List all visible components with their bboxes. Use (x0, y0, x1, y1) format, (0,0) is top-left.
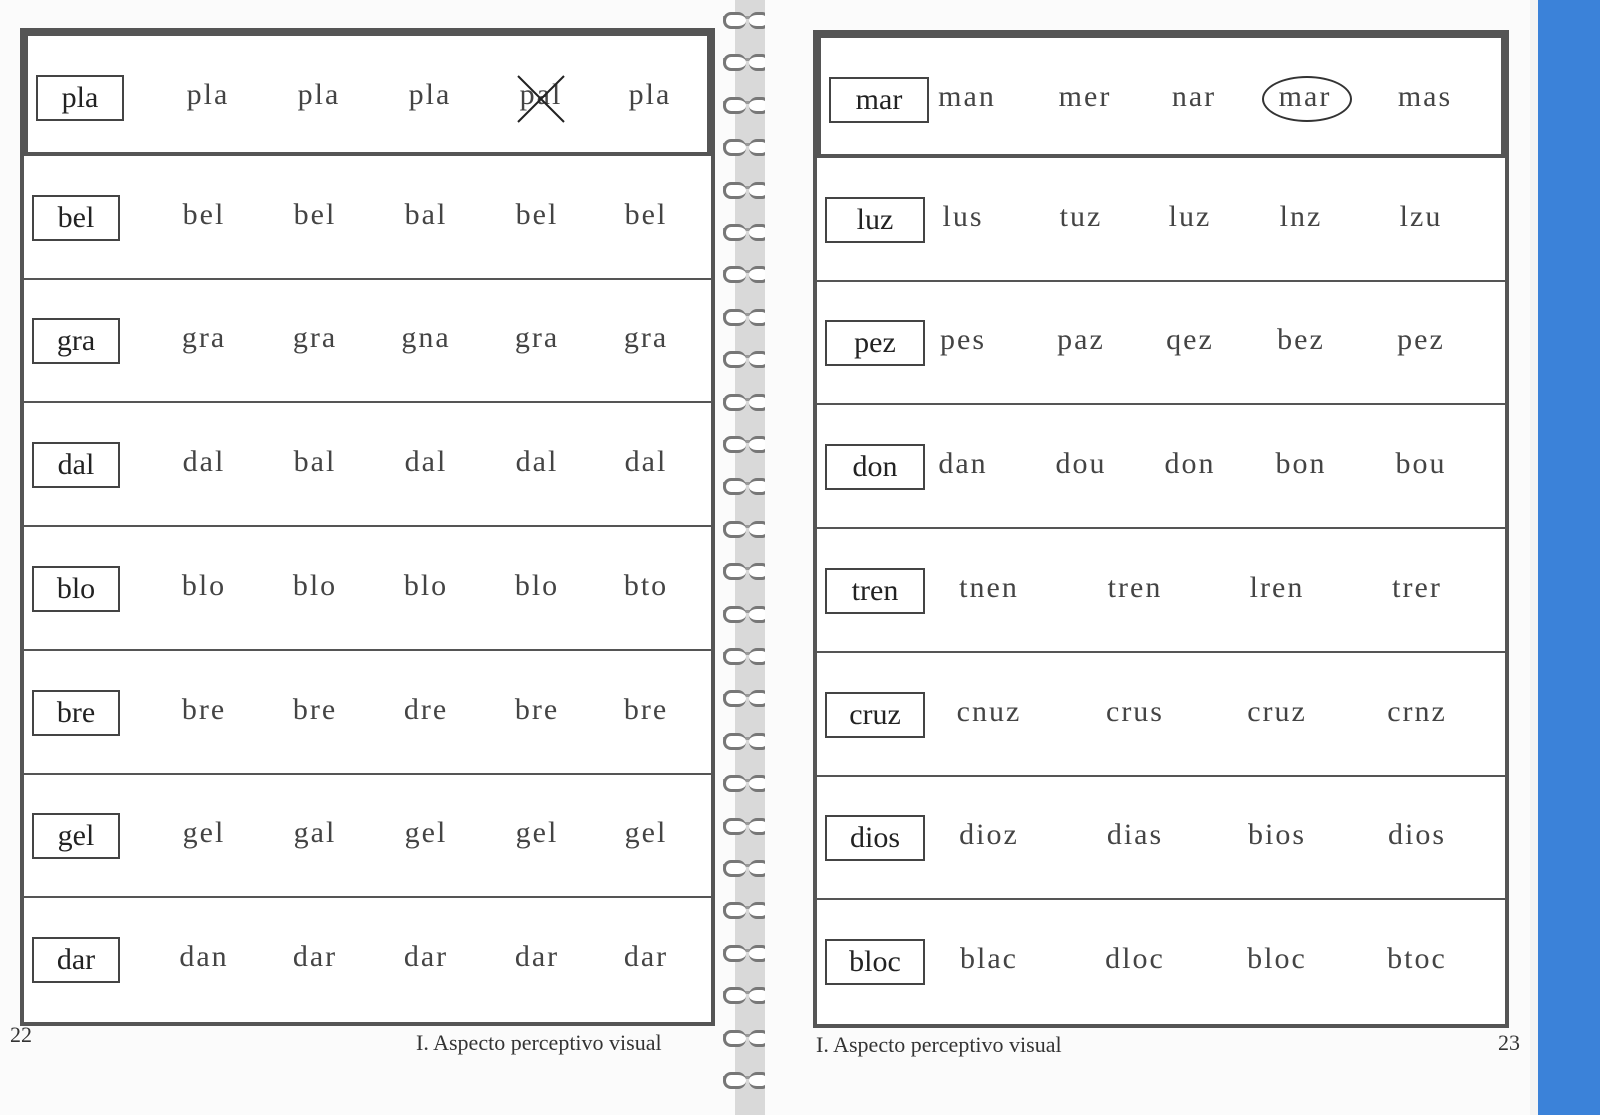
exercise-row (24, 280, 711, 404)
option-syllable[interactable]: bal (293, 445, 337, 479)
option-syllable[interactable]: lus (942, 199, 984, 233)
target-syllable: gra (32, 318, 120, 364)
option-syllable[interactable]: crnz (1387, 694, 1447, 728)
option-syllable[interactable]: cruz (1247, 694, 1307, 728)
option-syllable[interactable]: bel (182, 197, 226, 231)
option-syllable[interactable]: bre (514, 692, 560, 726)
spiral-binding (735, 0, 765, 1115)
target-syllable: don (825, 444, 925, 490)
exercise-row (817, 282, 1505, 406)
left-exercise-sheet (20, 28, 715, 1026)
option-syllable[interactable]: bal (404, 197, 448, 231)
option-syllable[interactable]: mar (1250, 80, 1360, 114)
option-syllable[interactable]: bel (515, 197, 559, 231)
option-syllable[interactable]: dar (623, 940, 669, 974)
exercise-row (24, 32, 711, 156)
option-syllable[interactable]: trer (1392, 570, 1442, 604)
right-footer: I. Aspecto perceptivo visual (816, 1032, 1062, 1057)
option-syllable[interactable]: pal (486, 78, 596, 112)
cross-mark-icon (514, 72, 568, 126)
option-syllable[interactable]: blo (403, 568, 449, 602)
target-syllable: dal (32, 442, 120, 488)
exercise-row (817, 529, 1505, 653)
option-syllable[interactable]: gna (401, 321, 451, 355)
exercise-row (24, 527, 711, 651)
option-syllable[interactable]: cnuz (956, 694, 1022, 728)
option-syllable[interactable]: tuz (1059, 199, 1103, 233)
option-syllable[interactable]: dloc (1105, 942, 1165, 976)
target-syllable: cruz (825, 692, 925, 738)
option-syllable[interactable]: tnen (959, 570, 1019, 604)
target-syllable: luz (825, 197, 925, 243)
option-syllable[interactable]: dou (1055, 447, 1107, 481)
option-syllable[interactable]: pla (628, 77, 672, 111)
option-syllable[interactable]: btoc (1387, 942, 1447, 976)
option-syllable[interactable]: paz (1057, 323, 1105, 357)
exercise-row (817, 34, 1505, 158)
option-syllable[interactable]: dre (403, 692, 449, 726)
cover-edge (1538, 0, 1600, 1115)
option-syllable[interactable]: gel (624, 816, 668, 850)
target-syllable: dios (825, 815, 925, 861)
option-syllable[interactable]: gal (293, 816, 337, 850)
option-syllable[interactable]: gel (515, 816, 559, 850)
exercise-row (24, 775, 711, 899)
exercise-row (817, 158, 1505, 282)
option-syllable[interactable]: lren (1249, 570, 1305, 604)
option-syllable[interactable]: bre (181, 692, 227, 726)
option-syllable[interactable]: qez (1166, 323, 1214, 357)
exercise-row (24, 156, 711, 280)
option-syllable[interactable]: dal (624, 445, 668, 479)
right-page-number: 23 (1498, 1030, 1520, 1055)
target-syllable: blo (32, 566, 120, 612)
option-syllable[interactable]: bloc (1247, 942, 1307, 976)
option-syllable[interactable]: dar (514, 940, 560, 974)
option-syllable[interactable]: dioz (959, 818, 1019, 852)
option-syllable[interactable]: mer (1058, 79, 1112, 113)
exercise-row (817, 900, 1505, 1024)
option-syllable[interactable]: gra (623, 321, 669, 355)
target-syllable: gel (32, 813, 120, 859)
option-syllable[interactable]: don (1164, 447, 1216, 481)
option-syllable[interactable]: man (938, 79, 996, 113)
option-syllable[interactable]: lnz (1279, 199, 1323, 233)
option-syllable[interactable]: dal (182, 445, 226, 479)
option-syllable[interactable]: dan (938, 447, 988, 481)
option-syllable[interactable]: mas (1397, 79, 1453, 113)
option-syllable[interactable]: bou (1395, 447, 1447, 481)
option-syllable[interactable]: bel (624, 197, 668, 231)
option-syllable[interactable]: bre (623, 692, 669, 726)
left-footer: I. Aspecto perceptivo visual (416, 1030, 662, 1055)
left-page-number: 22 (10, 1022, 32, 1047)
option-syllable[interactable]: gel (182, 816, 226, 850)
option-syllable[interactable]: bez (1277, 323, 1325, 357)
option-syllable[interactable]: dar (292, 940, 338, 974)
option-syllable[interactable]: blac (960, 942, 1018, 976)
option-syllable[interactable]: blo (292, 568, 338, 602)
exercise-row (24, 651, 711, 775)
option-syllable[interactable]: bon (1275, 447, 1327, 481)
exercise-row (817, 777, 1505, 901)
target-syllable: bre (32, 690, 120, 736)
target-syllable: bloc (825, 939, 925, 985)
option-syllable[interactable]: luz (1168, 199, 1212, 233)
option-syllable[interactable]: dar (403, 940, 449, 974)
option-syllable[interactable]: dal (404, 445, 448, 479)
target-syllable: bel (32, 195, 120, 241)
option-syllable[interactable]: pla (297, 77, 341, 111)
option-syllable[interactable]: blo (514, 568, 560, 602)
option-syllable[interactable]: dias (1106, 818, 1164, 852)
option-syllable[interactable]: blo (181, 568, 227, 602)
option-syllable[interactable]: bel (293, 197, 337, 231)
option-syllable[interactable]: pla (408, 77, 452, 111)
option-syllable[interactable]: gra (514, 321, 560, 355)
option-syllable[interactable]: dal (515, 445, 559, 479)
option-syllable[interactable]: lzu (1399, 199, 1443, 233)
option-syllable[interactable]: dan (179, 940, 229, 974)
option-syllable[interactable]: tren (1107, 570, 1163, 604)
exercise-row (24, 898, 711, 1022)
option-syllable[interactable]: bios (1247, 818, 1306, 852)
exercise-row (817, 653, 1505, 777)
circle-mark-icon (1262, 76, 1352, 122)
option-syllable[interactable]: gra (181, 321, 227, 355)
target-syllable: tren (825, 568, 925, 614)
exercise-row (24, 403, 711, 527)
option-syllable[interactable]: gel (404, 816, 448, 850)
right-page (765, 0, 1530, 1115)
target-syllable: mar (829, 77, 929, 123)
option-syllable[interactable]: nar (1171, 79, 1217, 113)
option-syllable[interactable]: dios (1387, 818, 1446, 852)
left-page (0, 0, 735, 1115)
option-syllable[interactable]: pez (1397, 323, 1445, 357)
right-exercise-sheet (813, 30, 1509, 1028)
option-syllable[interactable]: crus (1106, 694, 1164, 728)
target-syllable: pla (36, 75, 124, 121)
target-syllable: dar (32, 937, 120, 983)
option-syllable[interactable]: bre (292, 692, 338, 726)
target-syllable: pez (825, 320, 925, 366)
option-syllable[interactable]: bto (623, 568, 669, 602)
option-syllable[interactable]: pla (186, 77, 230, 111)
exercise-row (817, 405, 1505, 529)
option-syllable[interactable]: gra (292, 321, 338, 355)
option-syllable[interactable]: pes (940, 323, 986, 357)
